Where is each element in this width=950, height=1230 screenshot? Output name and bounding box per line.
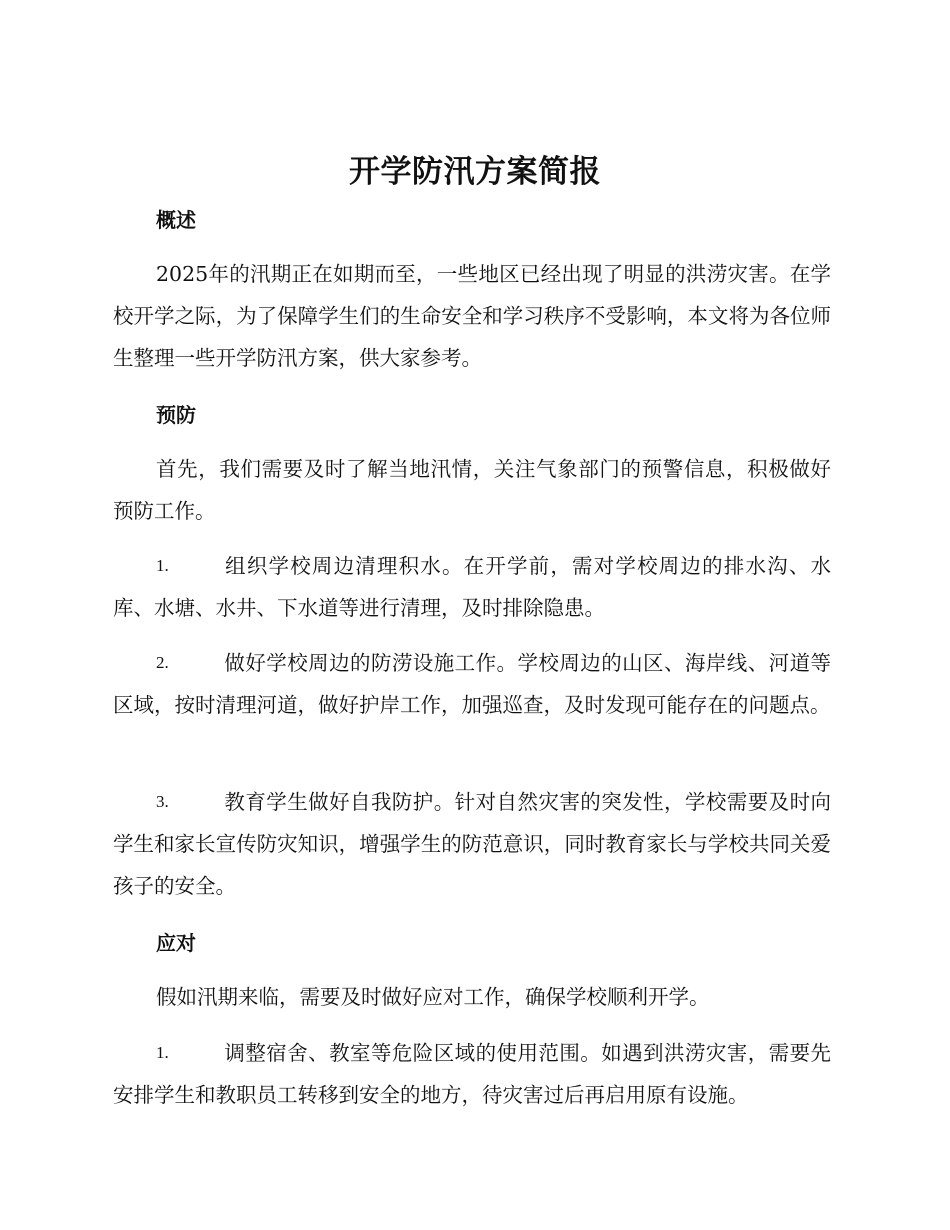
- list-item-text: 组织学校周边清理积水。在开学前，需对学校周边的排水沟、水库、水塘、水井、下水道等进行清理，及时排除隐患。: [113, 554, 831, 620]
- section-heading-overview: 概述: [156, 208, 196, 232]
- section-heading-response: 应对: [156, 931, 196, 955]
- list-item-number: 1.: [156, 1043, 169, 1062]
- list-item-text: 调整宿舍、教室等危险区域的使用范围。如遇到洪涝灾害，需要先安排学生和教职员工转移到安全的地方，待灾害过后再启用原有设施。: [113, 1041, 831, 1107]
- list-item-text: 做好学校周边的防涝设施工作。学校周边的山区、海岸线、河道等区域，按时清理河道，做好护岸工作，加强巡查，及时发现可能存在的问题点。: [113, 651, 831, 717]
- prevention-list-item: [113, 545, 831, 629]
- document-title: 开学防汛方案简报: [349, 154, 601, 190]
- list-item-number: 1.: [156, 556, 169, 575]
- overview-paragraph: 2025年的汛期正在如期而至，一些地区已经出现了明显的洪涝灾害。在学校开学之际，为了保障学生们的生命安全和学习秩序不受影响，本文将为各位师生整理一些开学防汛方案，供大家参考。: [113, 262, 831, 370]
- prevention-list-item: [113, 642, 831, 726]
- section-heading-prevention: 预防: [156, 403, 196, 427]
- response-paragraph: 假如汛期来临，需要及时做好应对工作，确保学校顺利开学。: [156, 985, 710, 1009]
- list-item-number: 3.: [156, 792, 169, 811]
- list-item-number: 2.: [156, 653, 169, 672]
- response-list-item: [113, 1032, 831, 1116]
- prevention-paragraph: 首先，我们需要及时了解当地汛情，关注气象部门的预警信息，积极做好预防工作。: [113, 457, 831, 523]
- prevention-list-item: [113, 781, 831, 907]
- list-item-text: 教育学生做好自我防护。针对自然灾害的突发性，学校需要及时向学生和家长宣传防灾知识，增强学生的防范意识，同时教育家长与学校共同关爱孩子的安全。: [113, 790, 831, 898]
